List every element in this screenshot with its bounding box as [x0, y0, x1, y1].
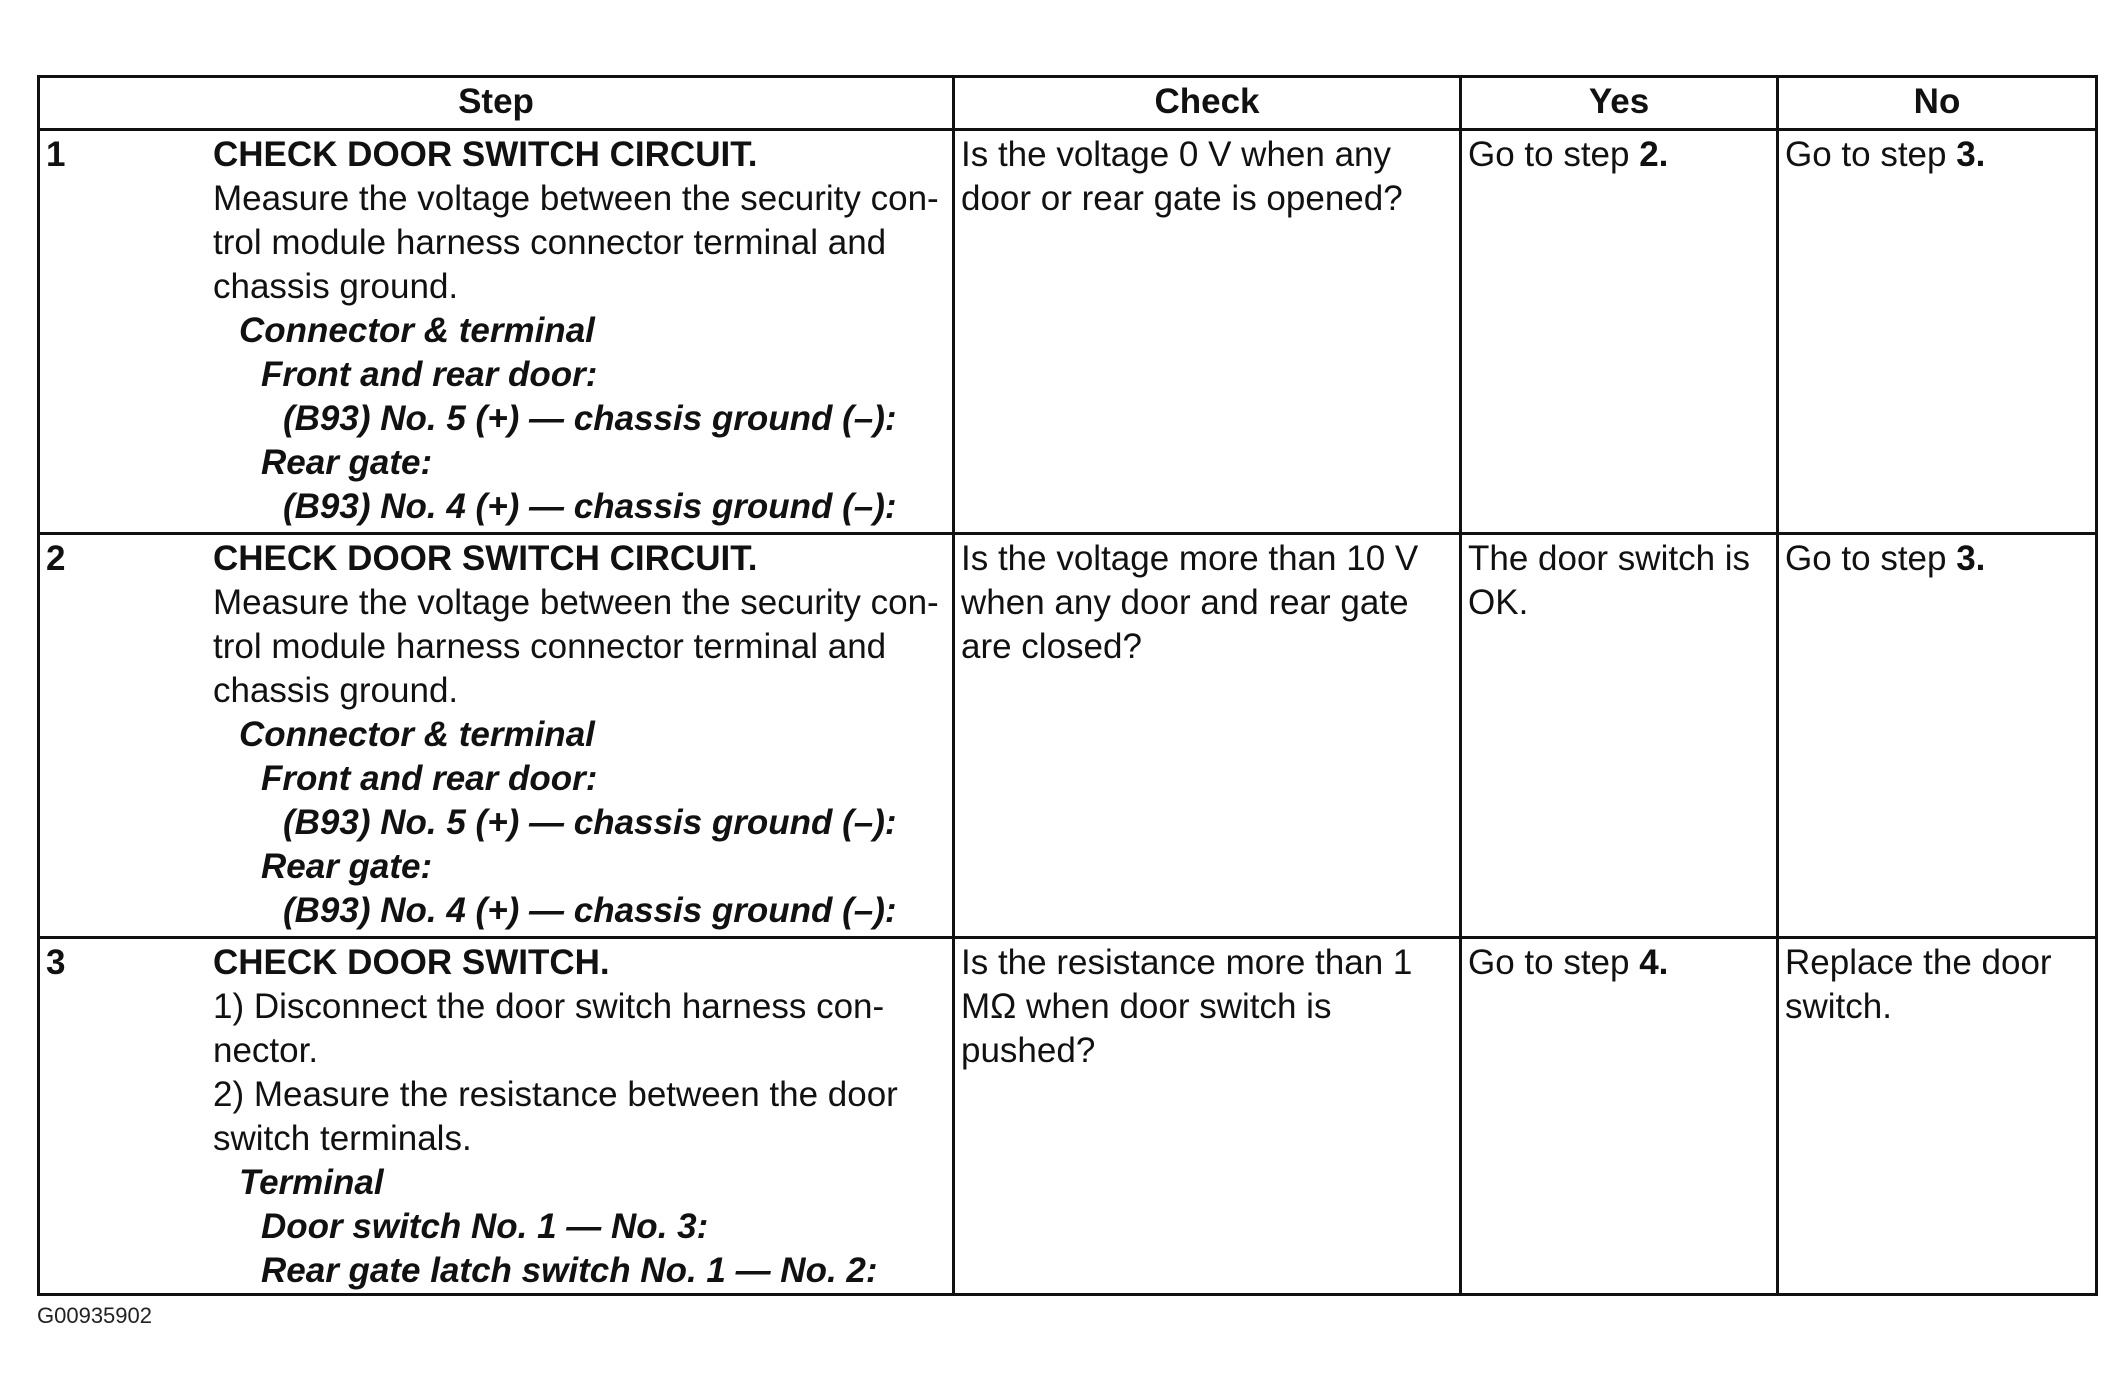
yes-cell: The door switch is OK.: [1461, 534, 1778, 938]
step-text-line: 2) Measure the resistance between the door: [213, 1075, 898, 1114]
spec-value: (B93) No. 5 (+) — chassis ground (–):: [283, 399, 897, 438]
yes-cell: [1461, 938, 1778, 1295]
spec-label: Door switch No. 1 — No. 3:: [261, 1207, 709, 1246]
step-cell: [39, 534, 954, 938]
step-text-line: switch terminals.: [213, 1119, 472, 1158]
yes-step-ref: 2.: [1639, 135, 1669, 174]
header-yes: Yes: [1461, 77, 1778, 130]
step-text-line: chassis ground.: [213, 267, 459, 306]
spec-label: Rear gate latch switch No. 1 — No. 2:: [261, 1251, 878, 1290]
table-row: [39, 130, 2097, 534]
spec-label: Front and rear door:: [261, 355, 598, 394]
spec-heading: Terminal: [239, 1163, 384, 1202]
step-text-line: trol module harness connector terminal and: [213, 223, 887, 262]
diagnostic-table-container: [37, 75, 2095, 1296]
step-title: CHECK DOOR SWITCH CIRCUIT.: [213, 539, 758, 578]
spec-label: Front and rear door:: [261, 759, 598, 798]
yes-text: Go to step: [1468, 943, 1640, 982]
figure-id: G00935902: [37, 1303, 152, 1328]
no-text: Go to step: [1785, 135, 1957, 174]
spec-heading: Connector & terminal: [239, 715, 595, 754]
no-text: Go to step: [1785, 539, 1957, 578]
step-number: 2: [46, 539, 66, 578]
spec-value: (B93) No. 4 (+) — chassis ground (–):: [283, 891, 897, 930]
step-title: CHECK DOOR SWITCH CIRCUIT.: [213, 135, 758, 174]
check-cell: Is the voltage more than 10 V when any door and rear gate are closed?: [954, 534, 1461, 938]
step-text-line: nector.: [213, 1031, 319, 1070]
no-cell: Replace the door switch.: [1778, 938, 2097, 1295]
table-header-row: [39, 77, 2097, 130]
step-description: [213, 537, 946, 933]
yes-step-ref: 4.: [1639, 943, 1669, 982]
step-cell: [39, 130, 954, 534]
spec-label: Rear gate:: [261, 443, 433, 482]
step-number: 3: [46, 943, 66, 982]
step-cell: [39, 938, 954, 1295]
step-text-line: 1) Disconnect the door switch harness con-: [213, 987, 885, 1026]
yes-text: Go to step: [1468, 135, 1640, 174]
spec-label: Rear gate:: [261, 847, 433, 886]
header-step: Step: [39, 77, 954, 130]
spec-heading: Connector & terminal: [239, 311, 595, 350]
step-text-line: chassis ground.: [213, 671, 459, 710]
step-description: [213, 133, 946, 529]
step-text-line: Measure the voltage between the security con-: [213, 583, 939, 622]
check-cell: Is the resistance more than 1 MΩ when door switch is pushed?: [954, 938, 1461, 1295]
table-row: [39, 534, 2097, 938]
step-text-line: Measure the voltage between the security con-: [213, 179, 939, 218]
step-title: CHECK DOOR SWITCH.: [213, 943, 610, 982]
check-cell: Is the voltage 0 V when any door or rear gate is opened?: [954, 130, 1461, 534]
header-no: No: [1778, 77, 2097, 130]
diagnostic-table: [37, 75, 2098, 1296]
spec-value: (B93) No. 5 (+) — chassis ground (–):: [283, 803, 897, 842]
no-cell: [1778, 534, 2097, 938]
step-text-line: trol module harness connector terminal and: [213, 627, 887, 666]
header-check: Check: [954, 77, 1461, 130]
no-step-ref: 3.: [1956, 539, 1986, 578]
step-description: [213, 941, 946, 1293]
spec-value: (B93) No. 4 (+) — chassis ground (–):: [283, 487, 897, 526]
no-step-ref: 3.: [1956, 135, 1986, 174]
yes-cell: [1461, 130, 1778, 534]
table-row: [39, 938, 2097, 1295]
no-cell: [1778, 130, 2097, 534]
step-number: 1: [46, 135, 66, 174]
